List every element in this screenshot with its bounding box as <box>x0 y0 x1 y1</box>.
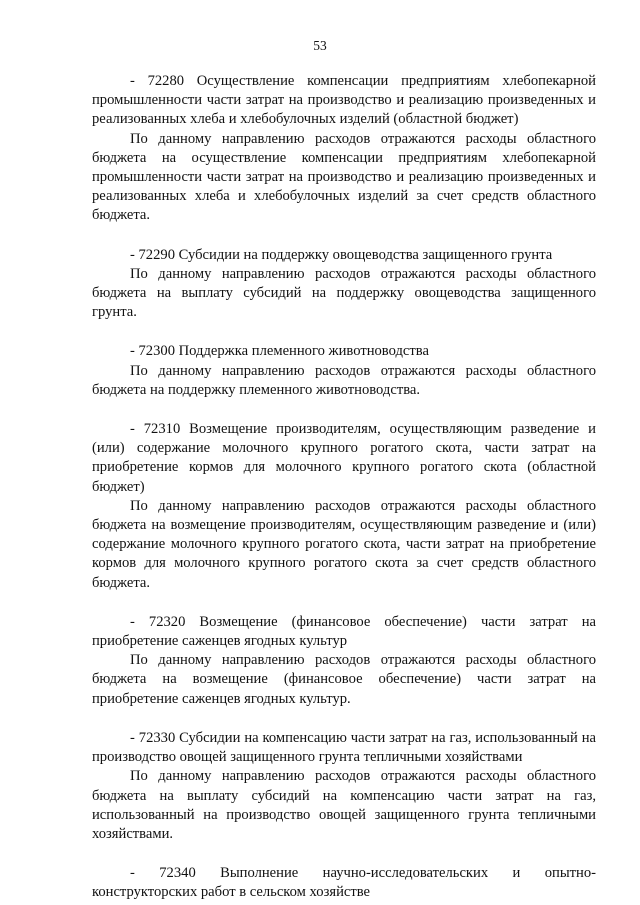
section-body: По данному направлению расходов отражаются расходы областного бюджета на осуществление компенсации предприятиям хлебопекарной промышленности части затрат на производство и реализацию произведенных и реализованных хлеба и хлебобулочных изделий за счет средств областного бюджета. <box>92 130 596 224</box>
section-body: По данному направлению расходов отражаются расходы областного бюджета на возмещение (финансовое обеспечение) части затрат на приобретение саженцев ягодных культур. <box>92 652 596 707</box>
section-heading: - 72320 Возмещение (финансовое обеспечение) части затрат на приобретение саженцев ягодных культур <box>92 613 596 650</box>
section-72330 <box>92 729 596 844</box>
section-heading: - 72310 Возмещение производителям, осуществляющим разведение и (или) содержание молочного крупного рогатого скота, части затрат на приобретение кормов для молочного крупного рогатого скота (областной бюджет) <box>92 421 596 495</box>
section-72310 <box>92 420 596 593</box>
section-heading-line-1: - 72340 Выполнение научно-исследовательских и опытно- <box>130 865 596 882</box>
section-72280 <box>92 72 596 226</box>
section-heading: - 72330 Субсидии на компенсацию части затрат на газ, использованный на производство овощей защищенного грунта тепличными хозяйствами <box>92 729 596 766</box>
section-heading: - 72300 Поддержка племенного животноводства <box>130 343 429 360</box>
section-heading: - 72290 Субсидии на поддержку овощеводства защищенного грунта <box>130 246 553 263</box>
section-72320 <box>92 613 596 709</box>
section-72300 <box>92 342 596 400</box>
section-body: По данному направлению расходов отражаются расходы областного бюджета на возмещение производителям, осуществляющим разведение и (или) содержание молочного крупного рогатого скота, части затрат на приобретение кормов для молочного крупного рогатого скота за счет средств областного бюджета. <box>92 497 596 591</box>
section-body: По данному направлению расходов отражаются расходы областного бюджета на поддержку племенного животноводства. <box>92 362 596 398</box>
section-body: По данному направлению расходов отражаются расходы областного бюджета на выплату субсидий на компенсацию части затрат на газ, использованный на производство овощей защищенного грунта тепличными хозяйствами. <box>92 768 596 842</box>
section-heading: - 72280 Осуществление компенсации предприятиям хлебопекарной промышленности части затрат на производство и реализацию произведенных и реализованных хлеба и хлебобулочных изделий (областной бюджет) <box>92 73 596 128</box>
section-72290 <box>92 246 596 323</box>
section-body: По данному направлению расходов отражаются расходы областного бюджета на выплату субсидий на поддержку овощеводства защищенного грунта. <box>92 265 596 321</box>
section-72340 <box>92 864 596 902</box>
section-heading-line-2: конструкторских работ в сельском хозяйстве <box>92 884 371 901</box>
page-number: 53 <box>313 38 327 53</box>
